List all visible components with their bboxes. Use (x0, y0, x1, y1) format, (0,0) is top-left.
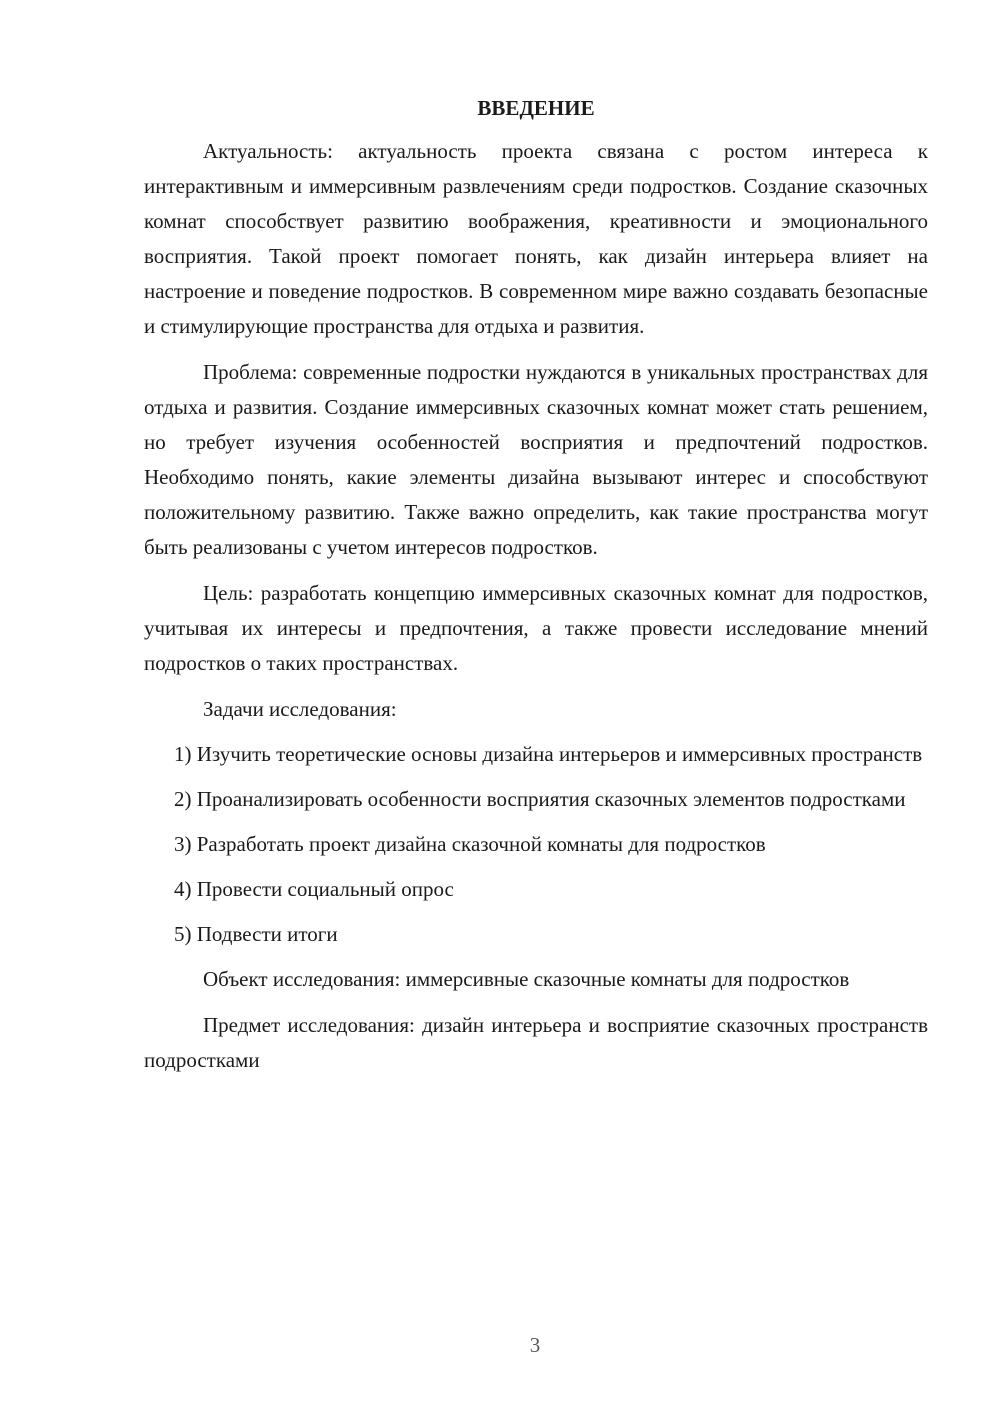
page-number: 3 (529, 1333, 541, 1357)
relevance-paragraph: Актуальность: актуальность проекта связана с ростом интереса к интерактивным и иммерсивным развлечениям среди подростков. Создание сказочных комнат способствует развитию воображения, креативности и эмоционального восприятия. Такой проект помогает понять, как дизайн интерьера влияет на настроение и поведение подростков. В современном мире важно создавать безопасные и стимулирующие пространства для отдыха и развития. (144, 139, 928, 338)
task-item-5: 5) Подвести итоги (174, 922, 338, 946)
page-content (144, 92, 928, 1089)
page-title: ВВЕДЕНИЕ (477, 96, 595, 120)
task-item-2: 2) Проанализировать особенности восприятия сказочных элементов подростками (174, 787, 906, 811)
problem-paragraph: Проблема: современные подростки нуждаются в уникальных пространствах для отдыха и развития. Создание иммерсивных сказочных комнат может стать решением, но требует изучения особенностей восприятия и предпочтений подростков. Необходимо понять, какие элементы дизайна вызывают интерес и способствуют положительному развитию. Также важно определить, как такие пространства могут быть реализованы с учетом интересов подростков. (144, 360, 928, 559)
task-item-4: 4) Провести социальный опрос (174, 877, 454, 901)
subject-paragraph: Предмет исследования: дизайн интерьера и восприятие сказочных пространств подростками (144, 1013, 928, 1072)
task-item-1: 1) Изучить теоретические основы дизайна интерьеров и иммерсивных пространств (174, 742, 923, 766)
tasks-heading: Задачи исследования: (203, 697, 397, 721)
goal-paragraph: Цель: разработать концепцию иммерсивных сказочных комнат для подростков, учитывая их интересы и предпочтения, а также провести исследование мнений подростков о таких пространствах. (144, 581, 928, 675)
task-item-3: 3) Разработать проект дизайна сказочной комнаты для подростков (174, 832, 766, 856)
object-paragraph: Объект исследования: иммерсивные сказочные комнаты для подростков (203, 967, 850, 991)
